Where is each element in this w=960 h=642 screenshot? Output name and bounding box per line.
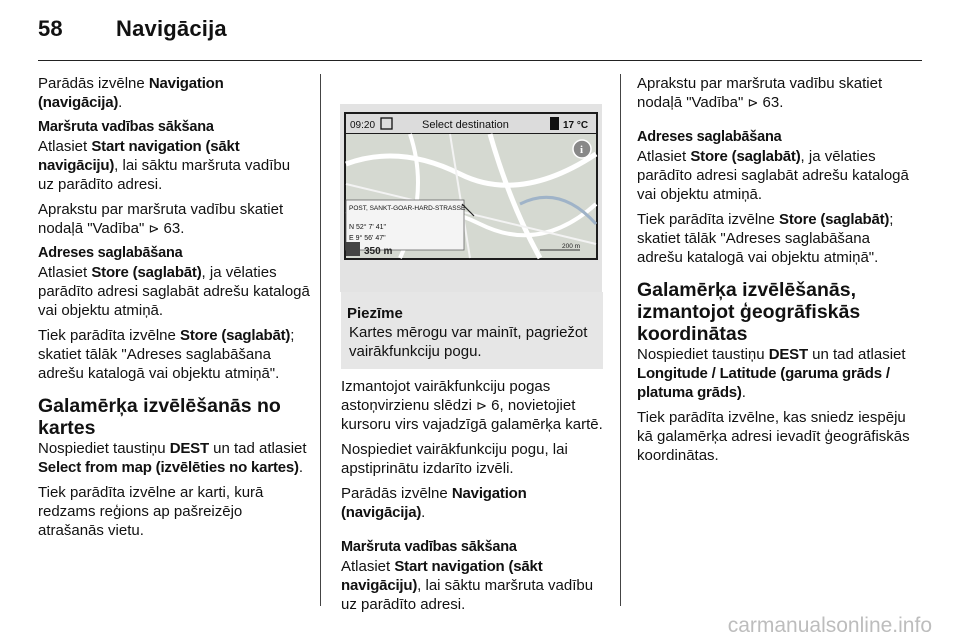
paragraph: Tiek parādīta izvēlne ar karti, kurā redzams reģions ap pašreizējo atrašanās vietu.: [38, 484, 264, 539]
page-ref-arrow-icon: ⊳: [148, 221, 160, 236]
subheading-store-address: Adreses saglabāšana: [38, 245, 183, 261]
map-temperature: 17 °C: [563, 120, 589, 131]
scale-right-label: 200 m: [562, 243, 581, 250]
phone-signal-icon: [550, 117, 559, 130]
paragraph: Nospiediet taustiņu DEST un tad atlasiet Longitude / Latitude (garuma grāds / platuma grāds).: [637, 346, 906, 401]
column-divider: [620, 74, 621, 606]
map-title: Select destination: [422, 119, 509, 131]
header-divider: [38, 60, 922, 61]
column-3: [637, 74, 912, 471]
note-box: [341, 292, 603, 369]
subheading-start-navigation: Maršruta vadības sākšana: [38, 119, 214, 135]
popup-longitude: E 9° 56' 47": [349, 235, 386, 242]
paragraph: Parādās izvēlne Navigation (navigācija).: [341, 485, 527, 521]
page-header: [38, 16, 227, 42]
column-2: [341, 292, 603, 620]
note-body: Kartes mērogu var mainīt, pagriežot vairākfunkciju pogu.: [349, 324, 588, 360]
navigation-map-screenshot: [340, 104, 602, 292]
page-ref-arrow-icon: ⊳: [747, 95, 759, 110]
paragraph: Tiek parādīta izvēlne, kas sniedz iespēju kā galamērķa adresi ievadīt ģeogrāfiskās koordinātas.: [637, 409, 910, 464]
scale-left-label: 350 m: [364, 246, 393, 257]
subheading-store-address: Adreses saglabāšana: [637, 129, 782, 145]
section-heading-coordinates: Galamērķa izvēlēšanās, izmantojot ģeogrāfiskās koordinātas: [637, 279, 861, 345]
note-title: Piezīme: [347, 305, 403, 322]
paragraph: Nospiediet taustiņu DEST un tad atlasiet Select from map (izvēlēties no kartes).: [38, 440, 307, 476]
column-divider: [320, 74, 321, 606]
paragraph: Atlasiet Start navigation (sākt navigāciju), lai sāktu maršruta vadību uz parādīto adresi.: [38, 138, 291, 193]
paragraph: Izmantojot vairākfunkciju pogas astoņvirzienu slēdzi ⊳ 6, novietojiet kursoru virs vajadzīgā galamērķa kartē.: [341, 378, 603, 433]
map-time: 09:20: [350, 120, 376, 131]
paragraph: Parādās izvēlne Navigation (navigācija).: [38, 75, 224, 111]
paragraph: Aprakstu par maršruta vadību skatiet nodaļā "Vadība" ⊳ 63.: [637, 75, 883, 111]
paragraph: Atlasiet Store (saglabāt), ja vēlaties parādīto adresi saglabāt adrešu katalogā vai objektu atmiņā.: [38, 264, 310, 319]
page-number: 58: [38, 16, 63, 41]
page-title: Navigācija: [116, 16, 227, 41]
popup-street: POST, SANKT-GOAR-HARD-STRASSE: [349, 205, 466, 212]
close-map-icon: [346, 242, 360, 256]
popup-latitude: N 52° 7' 41": [349, 224, 386, 231]
paragraph: Tiek parādīta izvēlne Store (saglabāt); skatiet tālāk "Adreses saglabāšana adrešu katalogā vai objektu atmiņā".: [38, 327, 295, 382]
page-ref-arrow-icon: ⊳: [476, 398, 487, 413]
paragraph: Tiek parādīta izvēlne Store (saglabāt); skatiet tālāk "Adreses saglabāšana adrešu katalogā vai objektu atmiņā".: [637, 211, 894, 266]
column-1: [38, 74, 310, 546]
paragraph: Nospiediet vairākfunkciju pogu, lai apstiprinātu izdarīto izvēli.: [341, 441, 568, 477]
paragraph: Atlasiet Start navigation (sākt navigāciju), lai sāktu maršruta vadību uz parādīto adresi.: [341, 558, 594, 613]
watermark: carmanualsonline.info: [727, 614, 932, 637]
subheading-start-navigation: Maršruta vadības sākšana: [341, 539, 517, 555]
section-heading-select-from-map: Galamērķa izvēlēšanās no kartes: [38, 395, 281, 439]
paragraph: Atlasiet Store (saglabāt), ja vēlaties parādīto adresi saglabāt adrešu katalogā vai objektu atmiņā.: [637, 148, 909, 203]
info-glyph: i: [580, 144, 584, 156]
paragraph: Aprakstu par maršruta vadību skatiet nodaļā "Vadība" ⊳ 63.: [38, 201, 284, 237]
